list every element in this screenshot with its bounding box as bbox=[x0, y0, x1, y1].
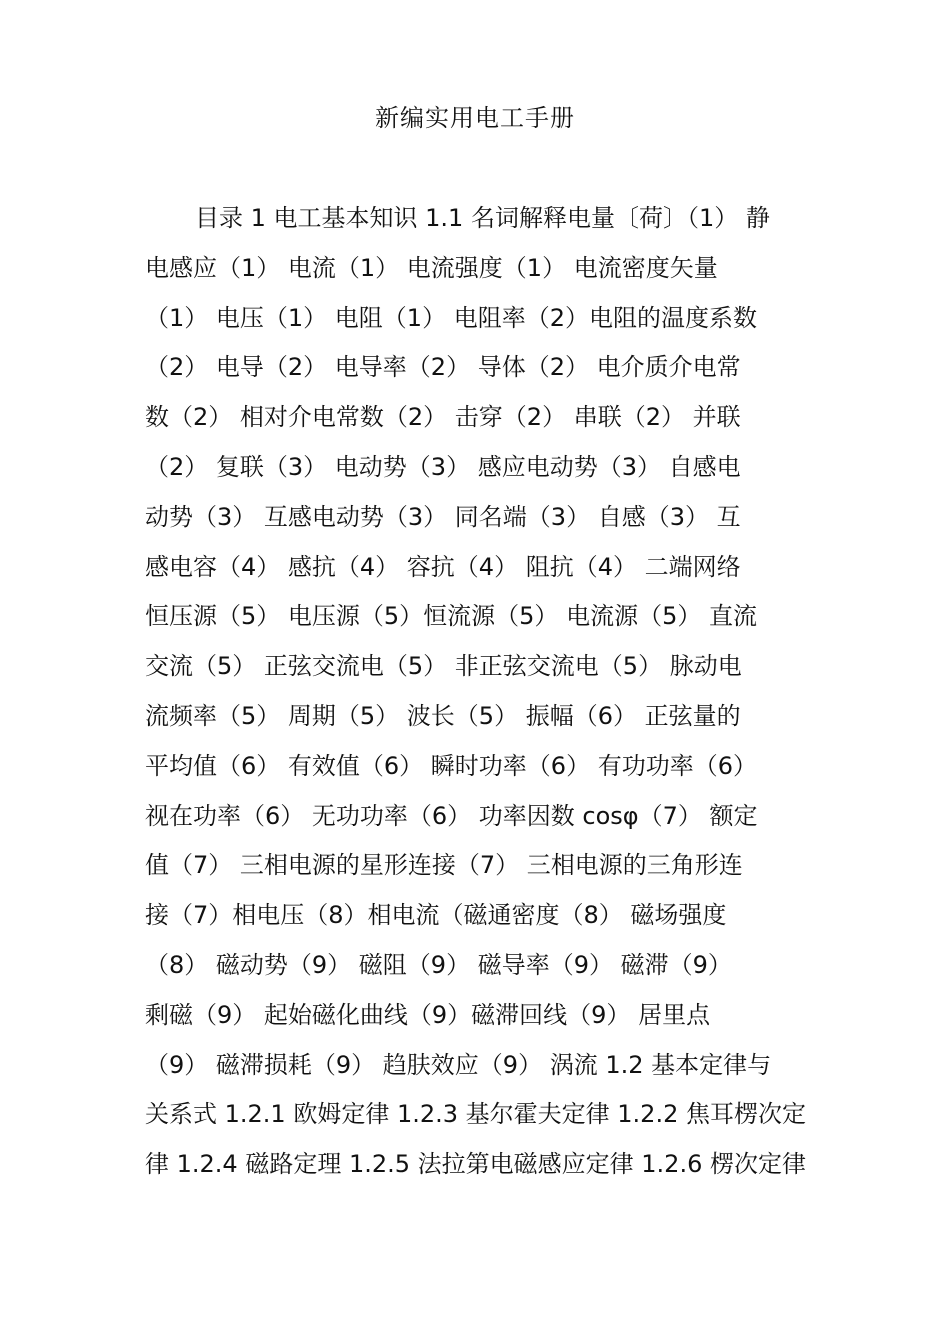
paragraph-line: 数（2） 相对介电常数（2） 击穿（2） 串联（2） 并联 bbox=[145, 403, 741, 432]
paragraph-line: 律 1.2.4 磁路定理 1.2.5 法拉第电磁感应定律 1.2.6 楞次定律 bbox=[145, 1150, 806, 1179]
paragraph-line: 视在功率（6） 无功功率（6） 功率因数 cosφ（7） 额定 bbox=[145, 801, 758, 830]
document-title: 新编实用电工手册 bbox=[375, 104, 575, 132]
paragraph-line: 关系式 1.2.1 欧姆定律 1.2.3 基尔霍夫定律 1.2.2 焦耳楞次定 bbox=[145, 1100, 806, 1129]
paragraph-line: 目录 1 电工基本知识 1.1 名词解释电量〔荷〕（1） 静 bbox=[195, 204, 770, 232]
paragraph-line: 值（7） 三相电源的星形连接（7） 三相电源的三角形连 bbox=[145, 851, 743, 880]
paragraph-line: （8） 磁动势（9） 磁阻（9） 磁导率（9） 磁滞（9） bbox=[145, 950, 732, 979]
paragraph-line: 平均值（6） 有效值（6） 瞬时功率（6） 有功功率（6） bbox=[145, 751, 757, 780]
paragraph-line: 交流（5） 正弦交流电（5） 非正弦交流电（5） 脉动电 bbox=[145, 652, 742, 681]
paragraph-line: （9） 磁滞损耗（9） 趋肤效应（9） 涡流 1.2 基本定律与 bbox=[145, 1050, 772, 1079]
paragraph-line: （2） 电导（2） 电导率（2） 导体（2） 电介质介电常 bbox=[145, 353, 741, 382]
paragraph-line: 电感应（1） 电流（1） 电流强度（1） 电流密度矢量 bbox=[145, 253, 718, 282]
paragraph-line: （2） 复联（3） 电动势（3） 感应电动势（3） 自感电 bbox=[145, 452, 741, 481]
paragraph-line: 恒压源（5） 电压源（5）恒流源（5） 电流源（5） 直流 bbox=[145, 602, 757, 631]
paragraph-line: 接（7）相电压（8）相电流（磁通密度（8） 磁场强度 bbox=[145, 901, 727, 930]
paragraph-line: 流频率（5） 周期（5） 波长（5） 振幅（6） 正弦量的 bbox=[145, 701, 741, 730]
paragraph-line: 剩磁（9） 起始磁化曲线（9）磁滞回线（9） 居里点 bbox=[145, 1000, 711, 1029]
paragraph-line: （1） 电压（1） 电阻（1） 电阻率（2）电阻的温度系数 bbox=[145, 303, 757, 332]
paragraph-line: 感电容（4） 感抗（4） 容抗（4） 阻抗（4） 二端网络 bbox=[145, 552, 741, 581]
table-of-contents-paragraph bbox=[145, 198, 825, 1194]
paragraph-line: 动势（3） 互感电动势（3） 同名端（3） 自感（3） 互 bbox=[145, 502, 741, 531]
